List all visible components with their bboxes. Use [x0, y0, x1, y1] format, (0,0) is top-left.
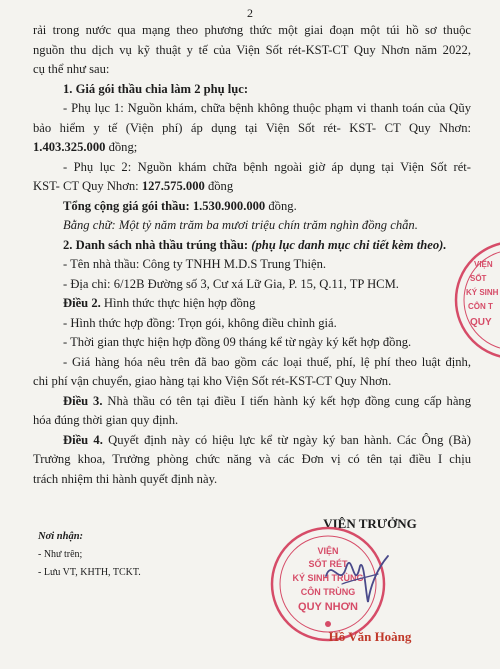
article-4-text: Quyết định này có hiệu lực kể từ ngày ký ban hành. Các Ông (Bà) — [102, 432, 471, 447]
seal-text: SỐT RÉT — [308, 559, 348, 569]
section-heading-2-text: 2. Danh sách nhà thầu trúng thầu: — [63, 237, 252, 252]
seal-text: SỐT — [470, 274, 487, 283]
para-line: cụ thể như sau: — [33, 62, 110, 76]
contractor-address: - Địa chỉ: 6/12B Đường số 3, Cư xá Lữ Gia, P. 15, Q.11, TP HCM. — [63, 276, 399, 291]
contractor-name: - Tên nhà thầu: Công ty TNHH M.D.S Trung Thiện. — [63, 257, 327, 271]
total-suffix: đồng. — [265, 198, 297, 213]
article-4-label: Điều 4. — [63, 432, 103, 447]
article-3-text: Nhà thầu có tên tại điều I tiến hành ký kết hợp đồng cung cấp hàng — [102, 393, 471, 408]
signatory-title: VIỆN TRƯỞNG — [323, 516, 417, 531]
article-2-text: Hình thức thực hiện hợp đồng — [100, 296, 256, 310]
article-2-item: - Thời gian thực hiện hợp đồng 09 tháng kể từ ngày ký kết hợp đồng. — [63, 335, 412, 349]
article-2-item: chi phí vận chuyển, giao hàng tại kho Viện Sốt rét-KST-CT Quy Nhơn. — [33, 374, 392, 388]
appendix-2-suffix: đồng — [204, 179, 234, 193]
seal-text: CÔN TRÙNG — [300, 587, 356, 597]
seal-text: KÝ SINH — [466, 288, 499, 297]
seal-text: QUY — [470, 317, 492, 328]
appendix-1-line: - Phụ lục 1: Nguồn khám, chữa bệnh không thuộc phạm vi thanh toán của Qũy — [63, 101, 471, 115]
total-label: Tổng cộng giá gói thầu: — [63, 198, 193, 213]
amount-in-words: Bằng chữ: Một tỷ năm trăm ba mươi triệu chín trăm nghìn đồng chẵn. — [63, 218, 418, 232]
article-3-line: hóa đúng thời gian quy định. — [33, 413, 179, 427]
seal-text: QUY NHƠN — [298, 601, 358, 613]
article-2-label: Điều 2. — [63, 296, 101, 310]
article-2-item: - Giá hàng hóa nêu trên đã bao gồm các loại thuế, phí, lệ phí theo luật định, — [63, 354, 471, 369]
appendix-1-amount: 1.403.325.000 — [33, 140, 106, 154]
para-line: nguồn thu dịch vụ kỹ thuật y tế của Viện Sốt rét-KST-CT Quy Nhơn năm 2022, — [33, 42, 471, 57]
appendix-2-prefix: KST- CT Quy Nhơn: — [33, 179, 142, 193]
appendix-2-amount-line — [33, 177, 471, 197]
recipients — [38, 528, 141, 582]
page-number: 2 — [247, 6, 253, 20]
section-heading-2-note: (phụ lục danh mục chi tiết kèm theo). — [251, 237, 447, 252]
article-2-item: - Hình thức hợp đồng: Trọn gói, không điều chỉnh giá. — [63, 315, 337, 330]
appendix-1-amount-line — [33, 138, 471, 158]
article-3-label: Điều 3. — [63, 393, 103, 408]
partial-seal-icon — [452, 235, 500, 365]
recipient-line: - Như trên; — [38, 549, 83, 560]
seal-text: VIỆN — [317, 546, 339, 556]
article-2 — [33, 294, 471, 314]
signatory-name: Hồ Văn Hoàng — [328, 629, 412, 644]
recipients-heading: Nơi nhận: — [38, 531, 84, 542]
appendix-2-line: - Phụ lục 2: Nguồn khám chữa bệnh ngoài giờ áp dụng tại Viện Sốt rét- — [63, 159, 471, 174]
article-4 — [33, 431, 471, 451]
article-3 — [33, 392, 471, 412]
article-4-line: trách nhiệm thi hành quyết định này. — [33, 471, 218, 486]
article-4-line: Trưởng khoa, Trưởng phòng chức năng và các Đơn vị có tên tại điều I chịu — [33, 452, 471, 466]
seal-text: KÝ SINH TRÙNG — [292, 573, 364, 583]
total-line — [33, 197, 471, 217]
section-heading-2 — [33, 236, 471, 256]
appendix-1-suffix: đồng; — [105, 140, 138, 154]
section-heading-1: 1. Giá gói thầu chia làm 2 phụ lục: — [63, 81, 249, 96]
appendix-2-amount: 127.575.000 — [141, 179, 205, 193]
para-line: rải trong nước qua mạng theo phương thức một giai đoạn một túi hồ sơ thuộc — [33, 23, 471, 37]
handwritten-signature-icon — [318, 548, 398, 608]
recipient-line: - Lưu VT, KHTH, TCKT. — [38, 567, 141, 578]
appendix-1-line: bảo hiểm y tế (Viện phí) áp dụng tại Viện Sốt rét- KST- CT Quy Nhơn: — [33, 120, 471, 135]
seal-text: CÔN T — [468, 302, 493, 311]
document-body — [33, 21, 471, 489]
total-amount: 1.530.900.000 — [192, 198, 266, 213]
seal-text: VIỆN — [474, 260, 493, 269]
